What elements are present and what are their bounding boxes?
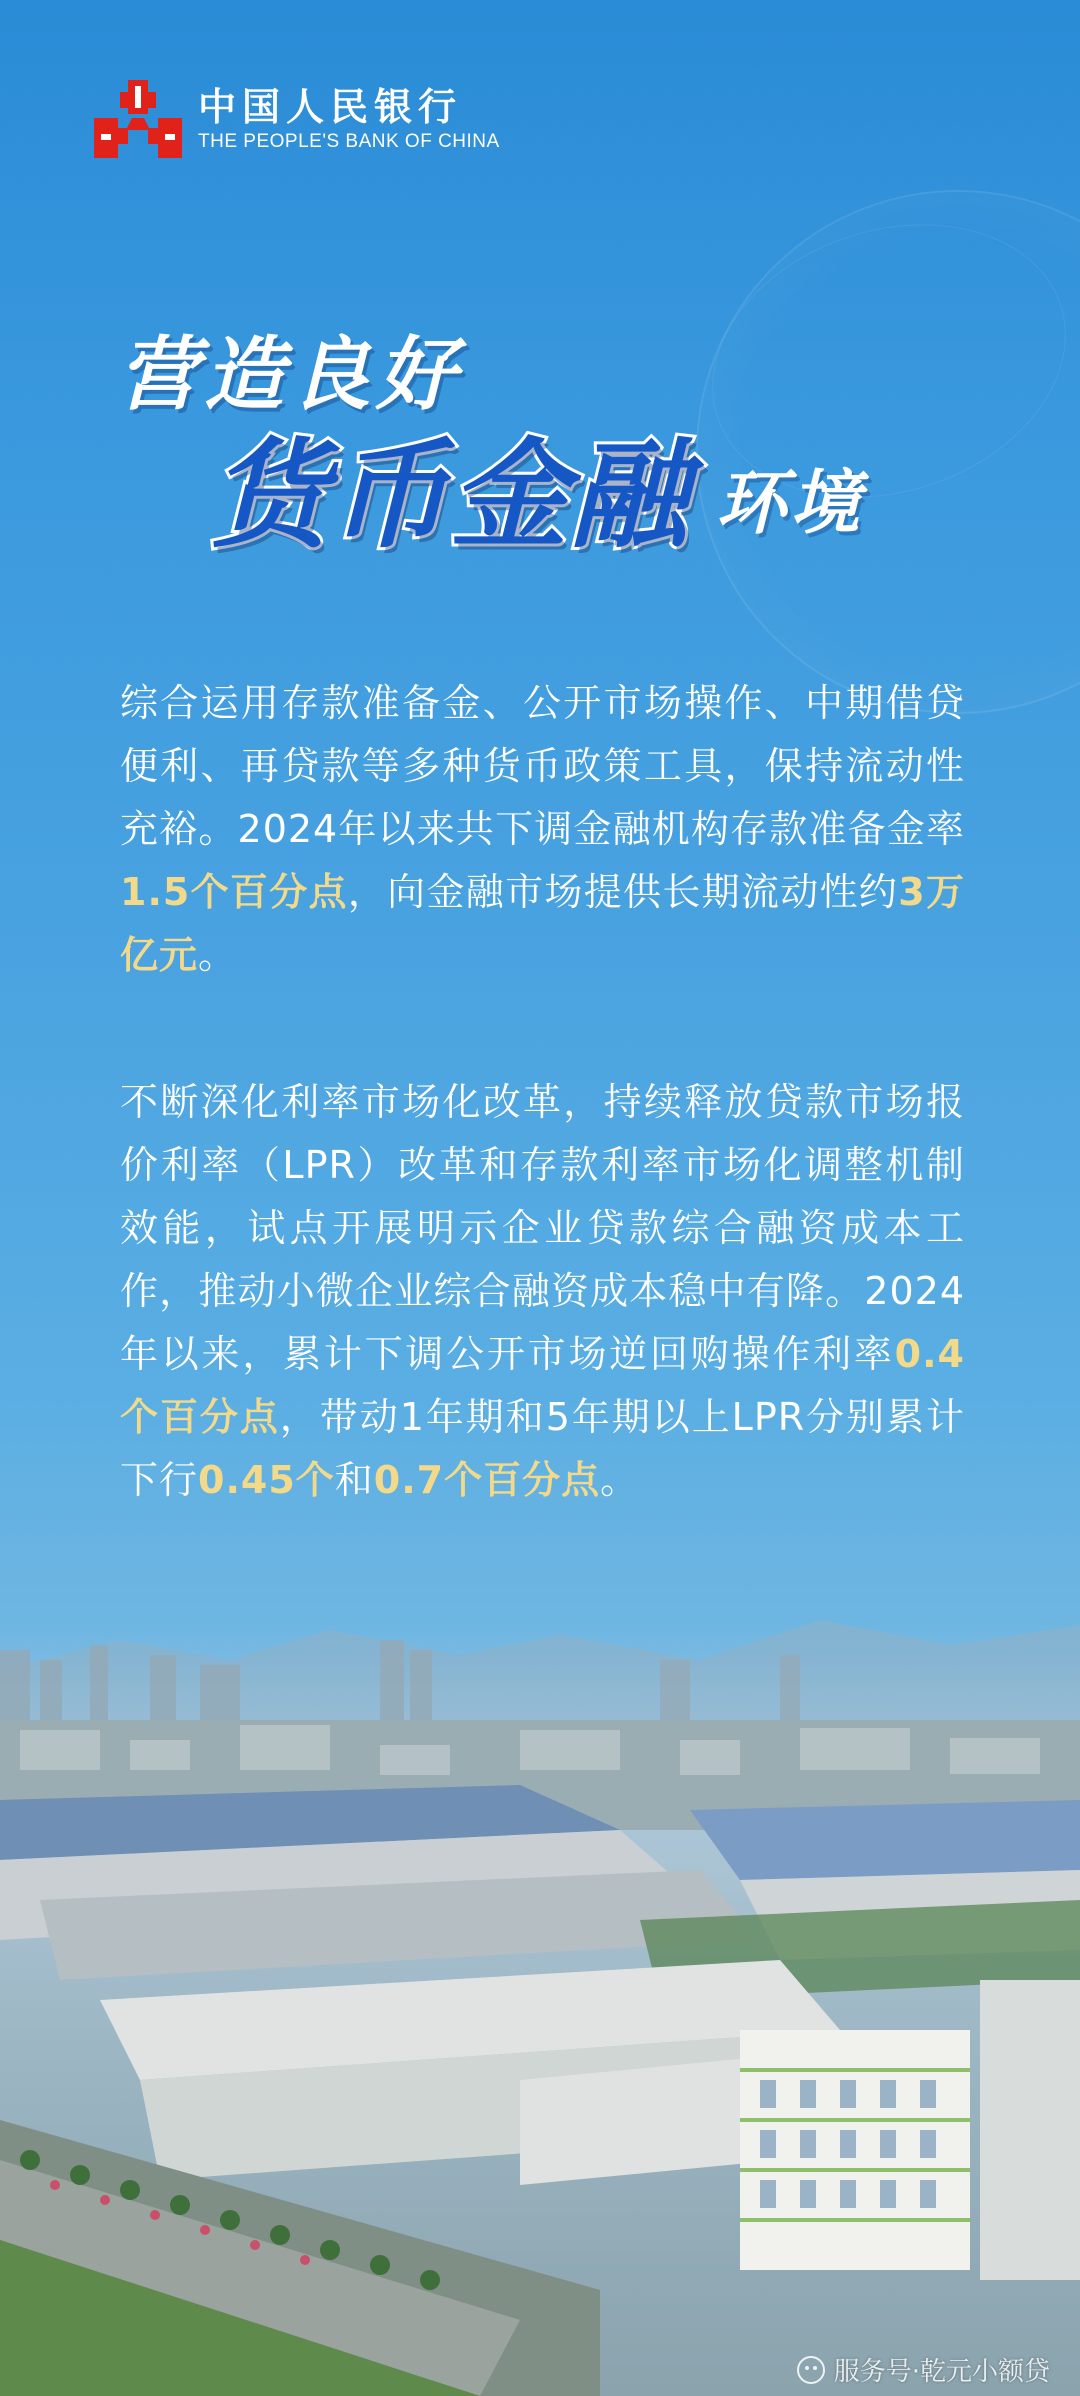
watermark <box>796 2351 1050 2388</box>
bank-name-cn: 中国人民银行 <box>198 84 463 129</box>
pboc-emblem-icon <box>92 78 184 160</box>
wechat-service-icon <box>796 2355 826 2385</box>
p1-text-c: 。 <box>198 933 238 977</box>
p2-text-c: 和 <box>334 1458 374 1502</box>
paragraph-1 <box>120 672 965 987</box>
title-suffix: 环境 <box>716 462 865 544</box>
p2-highlight-lpr-1y: 0.45个 <box>198 1458 335 1502</box>
p1-text-a: 综合运用存款准备金、公开市场操作、中期借贷便利、再贷款等多种货币政策工具，保持流动性充裕。2024年以来共下调金融机构存款准备金率 <box>120 681 965 851</box>
p2-highlight-lpr-5y: 0.7个百分点 <box>373 1458 601 1502</box>
p2-text-a: 不断深化利率市场化改革，持续释放贷款市场报价利率（LPR）改革和存款利率市场化调整机制效能，试点开展明示企业贷款综合融资成本工作，推动小微企业综合融资成本稳中有降。2024年以来，累计下调公开市场逆回购操作利率 <box>120 1080 965 1376</box>
title-line-1: 营造良好 <box>118 328 462 421</box>
title-main: 货币金融 <box>210 426 691 564</box>
title-line-2 <box>210 426 865 564</box>
paragraph-2 <box>120 1071 965 1512</box>
p2-text-d: 。 <box>600 1458 640 1502</box>
bank-logo <box>92 78 500 160</box>
p1-highlight-liquidity: 3万亿元 <box>120 870 965 977</box>
p1-highlight-rate: 1.5个百分点 <box>120 870 348 914</box>
bank-name-en: THE PEOPLE'S BANK OF CHINA <box>198 131 500 152</box>
p2-text-b: ，带动1年期和5年期以上LPR分别累计下行 <box>120 1395 965 1502</box>
p1-text-b: ，向金融市场提供长期流动性约 <box>347 870 899 914</box>
watermark-text: 服务号·乾元小额贷 <box>833 2357 1050 2387</box>
industrial-park-photo <box>0 1600 1080 2396</box>
p2-highlight-reverse-repo: 0.4个百分点 <box>120 1332 965 1439</box>
